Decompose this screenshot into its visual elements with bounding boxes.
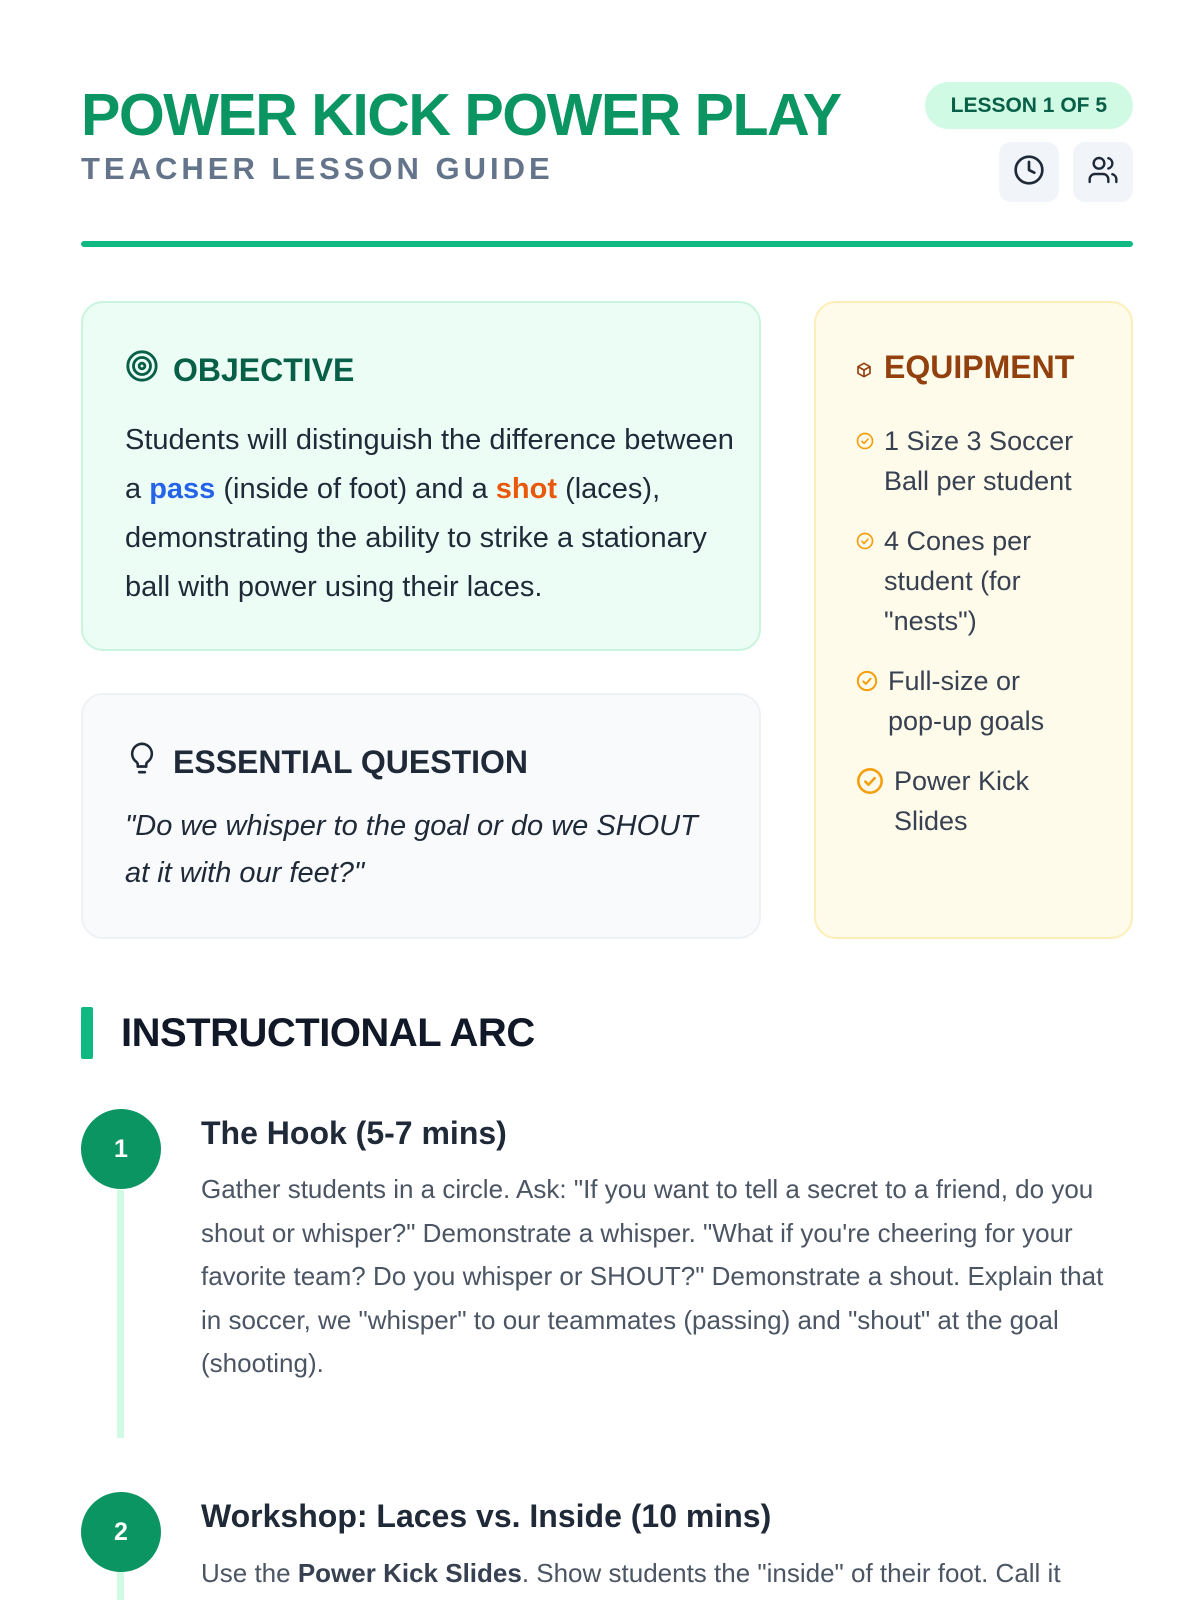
- section-title: INSTRUCTIONAL ARC: [121, 1010, 535, 1055]
- equipment-item: [856, 521, 1074, 641]
- step-body-part: . Show students the "inside" of their foot. Call it: [521, 1558, 1061, 1588]
- step-number: 1: [81, 1109, 161, 1189]
- slides-reference: Power Kick Slides: [297, 1558, 522, 1588]
- clock-button[interactable]: [999, 142, 1059, 202]
- step-number: 2: [81, 1492, 161, 1572]
- essential-question-label: ESSENTIAL QUESTION: [173, 743, 529, 780]
- instructional-arc-heading: [81, 1007, 535, 1059]
- equipment-card: [814, 301, 1133, 939]
- essential-question-text: "Do we whisper to the goal or do we SHOUT at it with our feet?": [125, 810, 698, 889]
- section-accent-bar: [81, 1007, 93, 1059]
- lesson-badge: LESSON 1 OF 5: [925, 82, 1133, 129]
- equipment-heading-label: EQUIPMENT: [884, 349, 1075, 385]
- step-title: The Hook (5-7 mins): [201, 1115, 507, 1151]
- check-circle-icon: [856, 761, 884, 801]
- check-circle-icon: [856, 521, 874, 561]
- equipment-heading: [856, 349, 1074, 386]
- step-body: Gather students in a circle. Ask: "If you want to tell a secret to a friend, do you shout or whisper?" Demonstrate a whisper. "What if you're cheering for your favorite team? Do you whisper or SHOUT?" Demonstrate a shout. Explain that in soccer, we "whisper" to our teammates (passing) and "shout" at the goal (shooting).: [201, 1174, 1104, 1378]
- step-body-part: Use the: [201, 1558, 298, 1588]
- step-title: Workshop: Laces vs. Inside (10 mins): [201, 1498, 772, 1534]
- objective-text: [125, 416, 735, 612]
- check-circle-icon: [856, 421, 874, 461]
- step-connector: [117, 1570, 124, 1600]
- clock-icon: [1013, 154, 1045, 191]
- equipment-item-label: 4 Cones per student (for "nests"): [884, 526, 1032, 636]
- objective-text-part: (inside of foot) and a: [215, 473, 496, 505]
- header-divider: [81, 241, 1133, 247]
- equipment-item-label: 1 Size 3 Soccer Ball per student: [884, 426, 1074, 496]
- lightbulb-icon: [125, 741, 159, 783]
- objective-heading-label: OBJECTIVE: [173, 351, 355, 388]
- users-button[interactable]: [1073, 142, 1133, 202]
- equipment-item: [856, 421, 1074, 501]
- page-subtitle: TEACHER LESSON GUIDE: [81, 151, 554, 186]
- page-title: POWER KICK POWER PLAY: [81, 82, 841, 148]
- users-icon: [1087, 154, 1119, 191]
- equipment-item: [856, 661, 1074, 741]
- step-connector: [117, 1190, 124, 1438]
- objective-card: [81, 301, 761, 651]
- equipment-list: [856, 421, 1074, 861]
- essential-question-heading: [125, 741, 528, 783]
- check-circle-icon: [856, 661, 878, 701]
- box-icon: [856, 349, 872, 386]
- objective-heading: [125, 349, 354, 391]
- equipment-item-label: Full-size or pop-up goals: [888, 666, 1045, 736]
- essential-question-card: [81, 693, 761, 939]
- objective-text-part: (laces), demonstrating the ability to strike a stationary ball with power using their laces.: [125, 473, 707, 603]
- step-body: [201, 1552, 1121, 1596]
- shot-term: shot: [495, 473, 558, 505]
- equipment-item: [856, 761, 1074, 841]
- lesson-header: [81, 78, 1133, 248]
- equipment-item-label: Power Kick Slides: [894, 766, 1030, 836]
- target-icon: [125, 349, 159, 391]
- pass-term: pass: [149, 473, 216, 505]
- objective-text-part: Students will distinguish the difference between a: [125, 424, 734, 505]
